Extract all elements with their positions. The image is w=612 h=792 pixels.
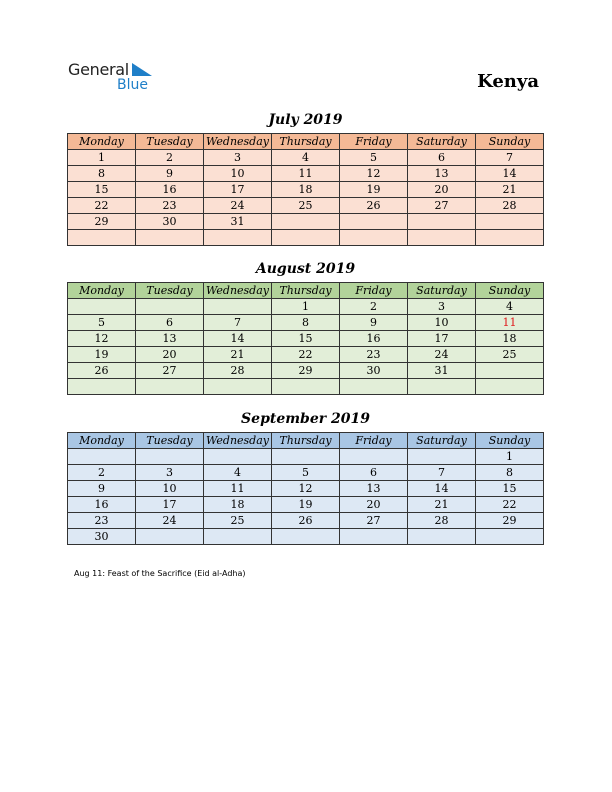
day-cell: 1 bbox=[476, 449, 544, 465]
day-cell: 27 bbox=[408, 198, 476, 214]
day-cell: 4 bbox=[204, 465, 272, 481]
weekday-header: Sunday bbox=[476, 283, 544, 299]
day-cell bbox=[340, 529, 408, 545]
day-cell: 26 bbox=[68, 363, 136, 379]
day-cell: 3 bbox=[136, 465, 204, 481]
day-cell: 7 bbox=[204, 315, 272, 331]
weekday-header: Wednesday bbox=[204, 283, 272, 299]
day-cell: 20 bbox=[136, 347, 204, 363]
day-cell: 13 bbox=[340, 481, 408, 497]
day-cell: 22 bbox=[272, 347, 340, 363]
weekday-header: Sunday bbox=[476, 134, 544, 150]
day-cell: 29 bbox=[476, 513, 544, 529]
day-cell bbox=[204, 299, 272, 315]
day-cell: 13 bbox=[408, 166, 476, 182]
weekday-header: Tuesday bbox=[136, 433, 204, 449]
day-cell: 5 bbox=[272, 465, 340, 481]
weekday-header: Friday bbox=[340, 283, 408, 299]
day-cell: 9 bbox=[68, 481, 136, 497]
day-cell: 6 bbox=[136, 315, 204, 331]
day-cell bbox=[272, 529, 340, 545]
day-cell: 17 bbox=[408, 331, 476, 347]
weekday-header-row bbox=[68, 433, 544, 449]
day-cell: 30 bbox=[68, 529, 136, 545]
day-cell bbox=[476, 529, 544, 545]
day-cell bbox=[340, 379, 408, 395]
week-row bbox=[68, 347, 544, 363]
day-cell bbox=[204, 529, 272, 545]
logo-triangle-icon bbox=[132, 63, 154, 77]
day-cell bbox=[136, 230, 204, 246]
day-cell: 19 bbox=[68, 347, 136, 363]
weekday-header: Thursday bbox=[272, 283, 340, 299]
day-cell bbox=[68, 379, 136, 395]
day-cell bbox=[408, 230, 476, 246]
day-cell: 11 bbox=[272, 166, 340, 182]
day-cell bbox=[204, 379, 272, 395]
calendar-september bbox=[67, 432, 544, 545]
day-cell: 11 bbox=[204, 481, 272, 497]
week-row bbox=[68, 150, 544, 166]
month-title-september: September 2019 bbox=[241, 411, 370, 427]
day-cell: 12 bbox=[340, 166, 408, 182]
day-cell bbox=[408, 379, 476, 395]
day-cell: 4 bbox=[272, 150, 340, 166]
day-cell: 16 bbox=[68, 497, 136, 513]
day-cell: 30 bbox=[136, 214, 204, 230]
day-cell: 19 bbox=[272, 497, 340, 513]
day-cell: 27 bbox=[136, 363, 204, 379]
day-cell bbox=[408, 529, 476, 545]
day-cell bbox=[272, 449, 340, 465]
weekday-header: Wednesday bbox=[204, 433, 272, 449]
weekday-header: Monday bbox=[68, 134, 136, 150]
day-cell bbox=[340, 230, 408, 246]
day-cell: 2 bbox=[340, 299, 408, 315]
week-row bbox=[68, 299, 544, 315]
day-cell: 2 bbox=[68, 465, 136, 481]
day-cell: 12 bbox=[68, 331, 136, 347]
day-cell: 16 bbox=[136, 182, 204, 198]
day-cell: 17 bbox=[136, 497, 204, 513]
day-cell: 20 bbox=[340, 497, 408, 513]
day-cell: 22 bbox=[68, 198, 136, 214]
day-cell: 28 bbox=[408, 513, 476, 529]
day-cell: 25 bbox=[204, 513, 272, 529]
day-cell bbox=[476, 214, 544, 230]
weekday-header: Tuesday bbox=[136, 134, 204, 150]
day-cell: 15 bbox=[68, 182, 136, 198]
calendar-july bbox=[67, 133, 544, 246]
day-cell: 29 bbox=[68, 214, 136, 230]
day-cell: 8 bbox=[272, 315, 340, 331]
day-cell: 10 bbox=[408, 315, 476, 331]
weekday-header: Wednesday bbox=[204, 134, 272, 150]
week-row bbox=[68, 230, 544, 246]
day-cell bbox=[272, 230, 340, 246]
week-row bbox=[68, 449, 544, 465]
day-cell: 25 bbox=[272, 198, 340, 214]
day-cell: 15 bbox=[476, 481, 544, 497]
day-cell: 8 bbox=[476, 465, 544, 481]
day-cell: 7 bbox=[476, 150, 544, 166]
day-cell: 19 bbox=[340, 182, 408, 198]
day-cell: 15 bbox=[272, 331, 340, 347]
weekday-header: Thursday bbox=[272, 134, 340, 150]
holiday-note: Aug 11: Feast of the Sacrifice (Eid al-Adha) bbox=[74, 569, 246, 578]
day-cell: 22 bbox=[476, 497, 544, 513]
day-cell bbox=[340, 214, 408, 230]
day-cell-holiday: 11 bbox=[476, 315, 544, 331]
week-row bbox=[68, 315, 544, 331]
week-row bbox=[68, 166, 544, 182]
day-cell: 13 bbox=[136, 331, 204, 347]
week-row bbox=[68, 379, 544, 395]
day-cell: 1 bbox=[272, 299, 340, 315]
day-cell: 18 bbox=[476, 331, 544, 347]
day-cell: 24 bbox=[204, 198, 272, 214]
day-cell: 24 bbox=[408, 347, 476, 363]
day-cell: 31 bbox=[204, 214, 272, 230]
day-cell bbox=[136, 449, 204, 465]
day-cell: 9 bbox=[136, 166, 204, 182]
day-cell: 8 bbox=[68, 166, 136, 182]
weekday-header: Saturday bbox=[408, 283, 476, 299]
day-cell: 4 bbox=[476, 299, 544, 315]
day-cell: 28 bbox=[476, 198, 544, 214]
week-row bbox=[68, 214, 544, 230]
day-cell: 28 bbox=[204, 363, 272, 379]
day-cell: 25 bbox=[476, 347, 544, 363]
day-cell bbox=[136, 529, 204, 545]
day-cell: 3 bbox=[204, 150, 272, 166]
week-row bbox=[68, 529, 544, 545]
day-cell bbox=[272, 214, 340, 230]
day-cell: 24 bbox=[136, 513, 204, 529]
weekday-header-row bbox=[68, 283, 544, 299]
day-cell: 23 bbox=[68, 513, 136, 529]
day-cell: 21 bbox=[204, 347, 272, 363]
weekday-header: Monday bbox=[68, 433, 136, 449]
day-cell: 27 bbox=[340, 513, 408, 529]
day-cell: 5 bbox=[68, 315, 136, 331]
week-row bbox=[68, 481, 544, 497]
weekday-header: Saturday bbox=[408, 134, 476, 150]
logo-text-general: General bbox=[68, 60, 129, 79]
day-cell: 10 bbox=[136, 481, 204, 497]
day-cell: 7 bbox=[408, 465, 476, 481]
week-row bbox=[68, 182, 544, 198]
day-cell: 12 bbox=[272, 481, 340, 497]
day-cell: 26 bbox=[272, 513, 340, 529]
day-cell: 1 bbox=[68, 150, 136, 166]
day-cell bbox=[408, 214, 476, 230]
day-cell: 23 bbox=[340, 347, 408, 363]
week-row bbox=[68, 497, 544, 513]
general-blue-logo bbox=[68, 60, 168, 96]
month-title-july: July 2019 bbox=[268, 112, 343, 128]
weekday-header: Monday bbox=[68, 283, 136, 299]
logo-text-blue: Blue bbox=[117, 77, 148, 93]
weekday-header: Thursday bbox=[272, 433, 340, 449]
day-cell bbox=[136, 299, 204, 315]
day-cell bbox=[340, 449, 408, 465]
day-cell: 18 bbox=[204, 497, 272, 513]
day-cell: 23 bbox=[136, 198, 204, 214]
day-cell: 18 bbox=[272, 182, 340, 198]
weekday-header: Sunday bbox=[476, 433, 544, 449]
month-title-august: August 2019 bbox=[255, 261, 356, 277]
country-title: Kenya bbox=[477, 71, 539, 92]
day-cell: 20 bbox=[408, 182, 476, 198]
calendar-august bbox=[67, 282, 544, 395]
weekday-header-row bbox=[68, 134, 544, 150]
day-cell bbox=[204, 230, 272, 246]
day-cell: 6 bbox=[408, 150, 476, 166]
day-cell: 3 bbox=[408, 299, 476, 315]
day-cell bbox=[476, 363, 544, 379]
day-cell bbox=[476, 379, 544, 395]
day-cell bbox=[204, 449, 272, 465]
week-row bbox=[68, 198, 544, 214]
day-cell: 29 bbox=[272, 363, 340, 379]
day-cell: 14 bbox=[476, 166, 544, 182]
day-cell: 5 bbox=[340, 150, 408, 166]
day-cell: 6 bbox=[340, 465, 408, 481]
day-cell: 2 bbox=[136, 150, 204, 166]
day-cell bbox=[476, 230, 544, 246]
day-cell: 21 bbox=[476, 182, 544, 198]
day-cell: 26 bbox=[340, 198, 408, 214]
week-row bbox=[68, 465, 544, 481]
day-cell bbox=[408, 449, 476, 465]
day-cell: 21 bbox=[408, 497, 476, 513]
day-cell: 16 bbox=[340, 331, 408, 347]
day-cell: 17 bbox=[204, 182, 272, 198]
week-row bbox=[68, 363, 544, 379]
day-cell bbox=[68, 230, 136, 246]
weekday-header: Saturday bbox=[408, 433, 476, 449]
day-cell: 9 bbox=[340, 315, 408, 331]
week-row bbox=[68, 331, 544, 347]
weekday-header: Tuesday bbox=[136, 283, 204, 299]
day-cell bbox=[272, 379, 340, 395]
weekday-header: Friday bbox=[340, 433, 408, 449]
day-cell: 31 bbox=[408, 363, 476, 379]
day-cell: 14 bbox=[408, 481, 476, 497]
week-row bbox=[68, 513, 544, 529]
day-cell bbox=[68, 449, 136, 465]
day-cell: 14 bbox=[204, 331, 272, 347]
day-cell: 10 bbox=[204, 166, 272, 182]
day-cell bbox=[136, 379, 204, 395]
day-cell bbox=[68, 299, 136, 315]
weekday-header: Friday bbox=[340, 134, 408, 150]
day-cell: 30 bbox=[340, 363, 408, 379]
